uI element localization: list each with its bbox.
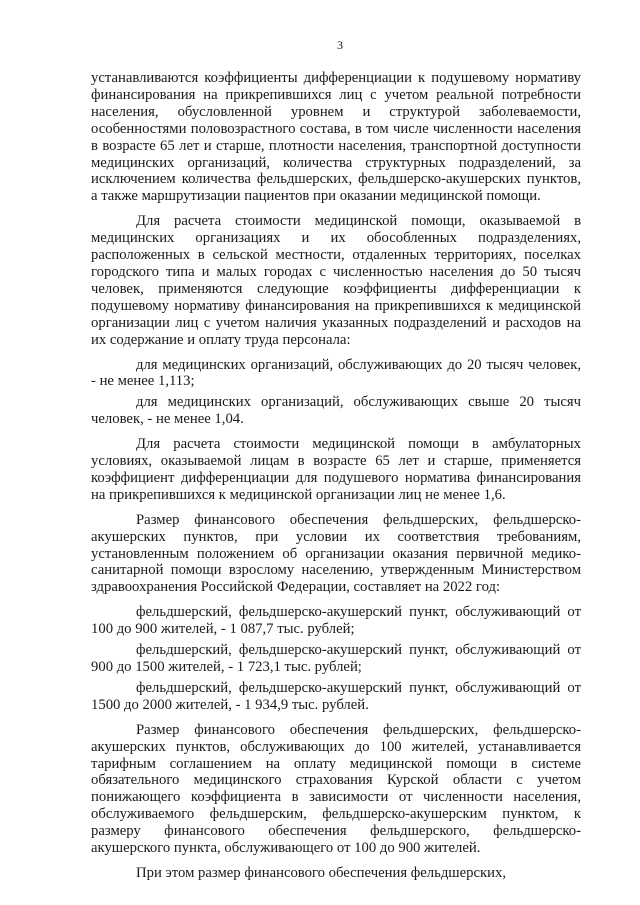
paragraph-continuation: При этом размер финансового обеспечения фельдшерских, [136, 864, 506, 881]
paragraph-rural-organizations: Для расчета стоимости медицинской помощи, оказываемой в медицинских организациях и их обособленных подразделениях, расположенных в сельской местности, отдаленных территориях, поселках городского типа и малых городах с численностью населения до 50 тысяч человек, применяются следующие коэффициенты дифференциации к подушевому нормативу финансирования на прикрепившихся к медицинской организации лиц с учетом наличия указанных подразделений и расходов на их содержание и оплату труда персонала: [91, 213, 581, 348]
paragraph-fap-900-1500: фельдшерский, фельдшерско-акушерский пункт, обслуживающий от 900 до 1500 жителей, - 1 723,1 тыс. рублей; [91, 642, 581, 675]
paragraph-fap-1500-2000: фельдшерский, фельдшерско-акушерский пункт, обслуживающий от 1500 до 2000 жителей, - 1 934,9 тыс. рублей. [91, 679, 581, 713]
paragraph-fap-funding-size: Размер финансового обеспечения фельдшерских, фельдшерско-акушерских пунктов, при условии их соответствия требованиям, установленным положением об организации оказания первичной медико-санитарной помощи взрослому населению, утвержденным Министерством здравоохранения Российской Федерации, составляет на 2022 год: [91, 511, 581, 596]
paragraph-fap-under-100: Размер финансового обеспечения фельдшерских, фельдшерско-акушерских пунктов, обслуживающих до 100 жителей, устанавливается тарифным соглашением на оплату медицинской помощи в системе обязательного медицинского страхования Курской области с учетом понижающего коэффициента в зависимости от численности населения, обслуживаемого фельдшерским, фельдшерско-акушерским пунктом, к размеру финансового обеспечения фельдшерского, фельдшерско-акушерского пункта, обслуживающего от 100 до 900 жителей. [91, 721, 581, 857]
paragraph-fap-100-900: фельдшерский, фельдшерско-акушерский пункт, обслуживающий от 100 до 900 жителей, - 1 087,7 тыс. рублей; [91, 604, 581, 638]
paragraph-age-65-coefficient: Для расчета стоимости медицинской помощи в амбулаторных условиях, оказываемой лицам в возрасте 65 лет и старше, применяется коэффициент дифференциации для подушевого норматива финансирования на прикрепившихся к медицинской организации лиц не менее 1,6. [91, 436, 581, 503]
page-number: 3 [337, 38, 343, 52]
paragraph-over-20k: для медицинских организаций, обслуживающих свыше 20 тысяч человек, - не менее 1,04. [91, 394, 581, 428]
paragraph-differentiation-coefficients: устанавливаются коэффициенты дифференциации к подушевому нормативу финансирования на прикрепившихся лиц с учетом реальной потребности населения, обусловленной уровнем и структурой заболеваемости, особенностями половозрастного состава, в том числе численности населения в возрасте 65 лет и старше, плотности населения, транспортной доступности медицинских организаций, количества структурных подразделений, за исключением количества фельдшерских, фельдшерско-акушерских пунктов, а также маршрутизации пациентов при оказании медицинской помощи. [91, 70, 581, 205]
paragraph-up-to-20k: для медицинских организаций, обслуживающих до 20 тысяч человек, - не менее 1,113; [91, 356, 581, 390]
